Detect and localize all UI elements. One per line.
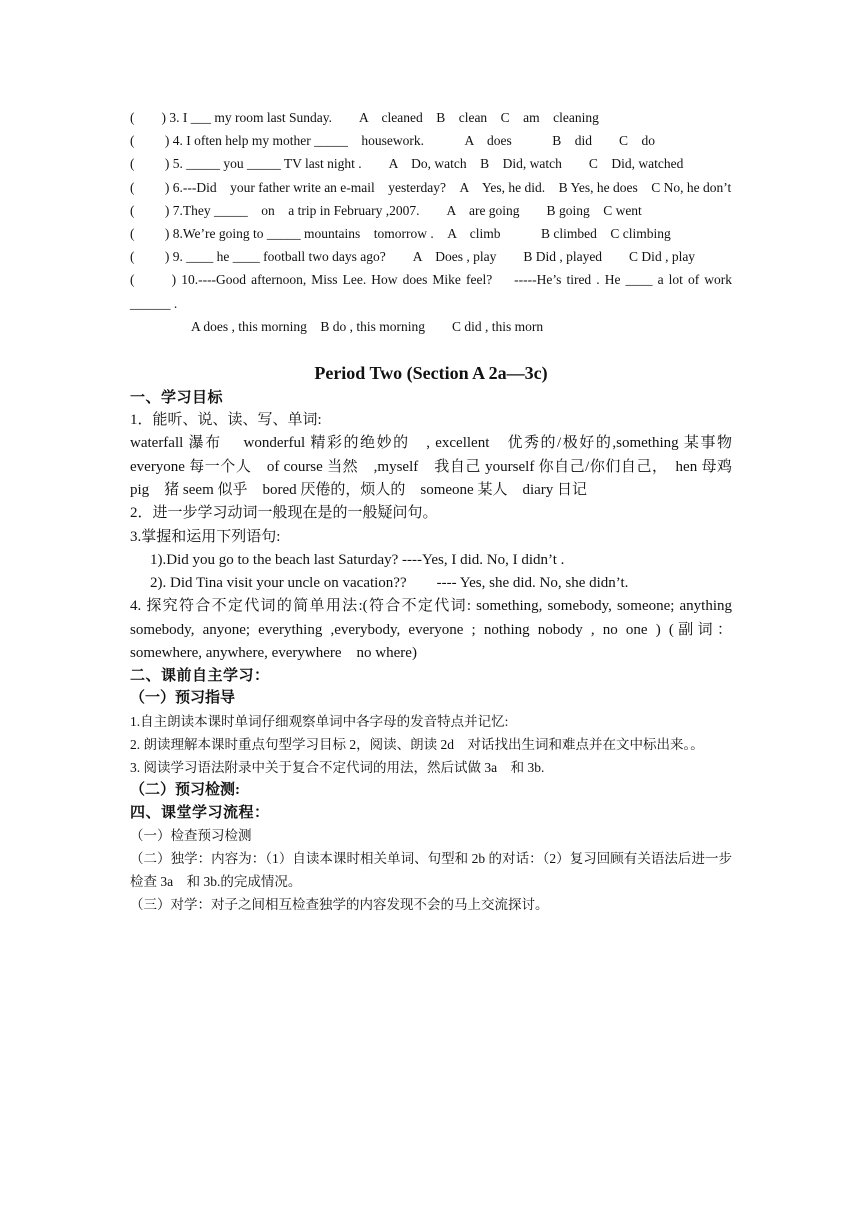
preview-step-3: 3. 阅读学习语法附录中关于复合不定代词的用法，然后试做 3a 和 3b.	[130, 760, 545, 776]
question-7: ( ) 7.They _____ on a trip in February ,2007. A are going B going C went	[130, 202, 642, 218]
self-study-heading: 二、课前自主学习：	[130, 668, 270, 685]
flow-step-2: （二）独学：内容为：（1）自读本课时相关单词、句型和 2b 的对话：（2）复习回顾有关语法后进一步检查 3a 和 3b.的完成情况。	[130, 851, 732, 890]
question-4: ( ) 4. I often help my mother _____ housework. A does B did C do	[130, 133, 655, 149]
question-5: ( ) 5. _____ you _____ TV last night . A Do, watch B Did, watch C Did, watched	[130, 156, 684, 172]
preview-step-2: 2. 朗读理解本课时重点句型学习目标 2，阅读、朗读 2d 对话找出生词和难点并在文中标出来。。	[130, 737, 704, 753]
goal-2: 2．进一步学习动词一般现在是的一般疑问句。	[130, 505, 438, 522]
flow-step-1: （一）检查预习检测	[130, 828, 252, 844]
sentence-1: 1).Did you go to the beach last Saturday? ----Yes, I did. No, I didn’t .	[150, 551, 565, 568]
question-9: ( ) 9. ____ he ____ football two days ago? A Does , play B Did , played C Did , play	[130, 249, 696, 265]
question-3: ( ) 3. I ___ my room last Sunday. A cleaned B clean C am cleaning	[130, 110, 599, 125]
goal-1-words: waterfall 瀑布 wonderful 精彩的绝妙的 , excellent 优秀的/极好的,something 某事物 everyone 每一个人 of course 当然 ,myself 我自己 yourself 你自己/你们自己， hen 母鸡 pig 猪 seem 似乎 bored 厌倦的，烦人的 someone 某人 diary 日记	[130, 435, 748, 498]
classroom-flow-heading: 四、课堂学习流程：	[130, 805, 270, 822]
preview-step-1: 1.自主朗读本课时单词仔细观察单词中各字母的发音特点并记忆:	[130, 714, 509, 730]
period-title: Period Two (Section A 2a—3c)	[314, 363, 548, 384]
goal-4: 4. 探究符合不定代词的简单用法:(符合不定代词: something, somebody, someone; anything somebody, anyone; everything ,everybody, everyone ; nothing nobody , no one ) (副词：somewhere, anywhere, everywhere no where)	[130, 598, 732, 661]
preview-guide-heading: （一）预习指导	[130, 690, 236, 707]
document-page	[130, 106, 748, 916]
question-10-options: A does , this morning B do , this morning C did , this morn	[191, 318, 544, 334]
learning-goals-heading: 一、学习目标	[130, 390, 224, 407]
question-6: ( ) 6.---Did your father write an e-mail yesterday? A Yes, he did. B Yes, he does C No, he don’t	[130, 179, 732, 195]
question-10: ( ) 10.----Good afternoon, Miss Lee. How does Mike feel? -----He’s tired . He ____ a lot of work ______ .	[130, 272, 732, 311]
preview-check-heading: （二）预习检测:	[130, 782, 240, 799]
sentence-2: 2). Did Tina visit your uncle on vacation?? ---- Yes, she did. No, she didn’t.	[150, 575, 629, 592]
goal-1-label: 1．能听、说、读、写、单词:	[130, 412, 322, 429]
flow-step-3: （三）对学：对子之间相互检查独学的内容发现不会的马上交流探讨。	[130, 897, 549, 913]
question-8: ( ) 8.We’re going to _____ mountains tomorrow . A climb B climbed C climbing	[130, 226, 671, 242]
goal-3: 3.掌握和运用下列语句:	[130, 528, 281, 545]
